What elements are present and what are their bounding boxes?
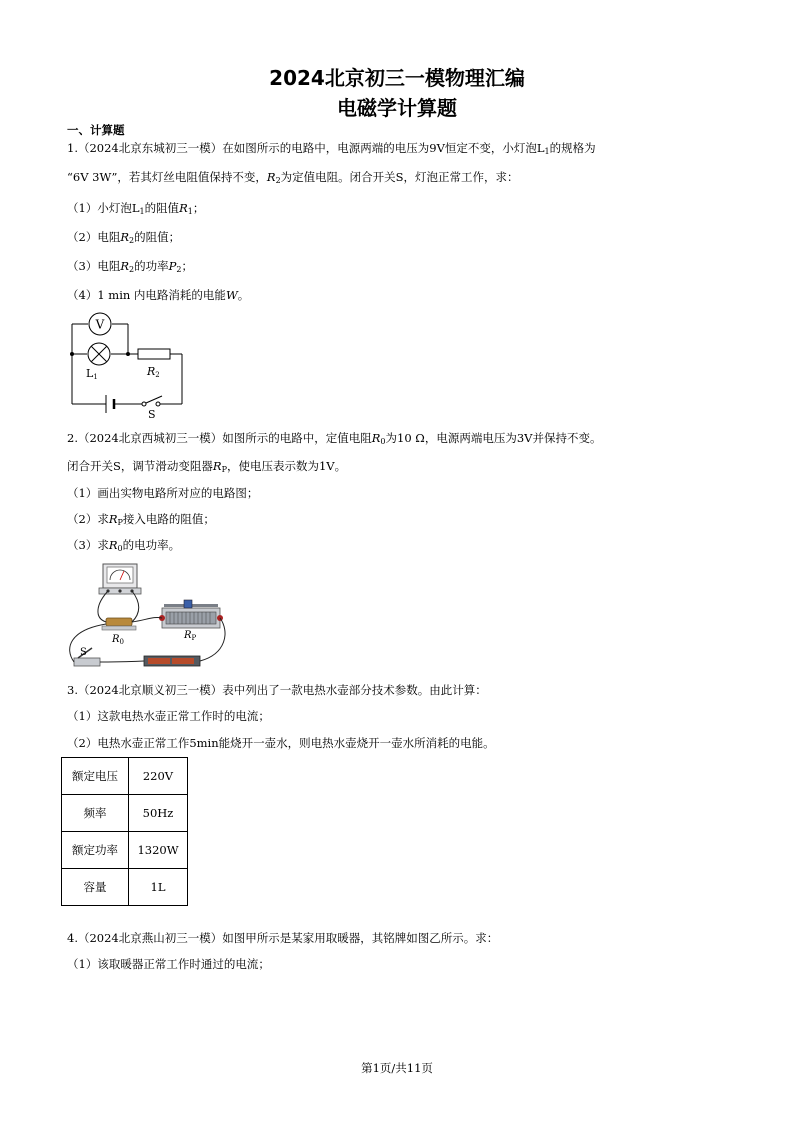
q2-physical-circuit-figure (66, 558, 232, 672)
q1-part3 (67, 258, 193, 278)
q4-number: 4. (67, 931, 78, 945)
voltmeter-label: V (95, 317, 105, 332)
q2-p3-a: （3）求 (67, 538, 109, 552)
q1-p3-c: ； (181, 259, 193, 273)
q2-p3-r: R (108, 538, 118, 552)
q2-r0-sub: 0 (380, 437, 386, 446)
spec-value: 50Hz (129, 795, 188, 832)
junction-dot-right (126, 352, 130, 356)
q2-line2-a: 闭合开关S，调节滑动变阻器 (67, 459, 213, 473)
q1-p4-w: W (225, 288, 238, 302)
q2-part2 (67, 511, 215, 531)
rheostat-icon (159, 600, 223, 628)
q1-p1-b: 的阻值 (144, 201, 180, 215)
fixed-resistor-icon (102, 618, 136, 630)
q1-p1-c: ； (192, 201, 205, 215)
spec-label: 额定电压 (62, 758, 129, 795)
q1-line2-a: “6V 3W”，若其灯丝电阻值保持不变， (67, 170, 267, 184)
q2-p2-r-sub: P (117, 518, 123, 527)
q3-line1 (67, 682, 487, 698)
q1-r2-symbol: R (266, 170, 276, 184)
q1-p3-p-sub: 2 (176, 265, 182, 274)
q1-circuit-diagram (66, 310, 190, 420)
q4-text: 如图甲所示是某家用取暖器，其铭牌如图乙所示。求： (222, 931, 499, 945)
q2-line1 (67, 430, 601, 450)
page-number: 第1页/共11页 (361, 1061, 433, 1075)
q1-p1-r: R (179, 201, 188, 215)
q4-line1 (67, 930, 498, 946)
q1-p3-b: 的功率 (134, 259, 169, 273)
lamp-label: L1 (86, 367, 98, 381)
resistor-label: R2 (147, 365, 160, 379)
q1-p1-r-sub: 1 (187, 207, 193, 216)
spec-label: 额定功率 (62, 832, 129, 869)
q1-p2-r-sub: 2 (129, 236, 135, 245)
switch-contact (156, 402, 160, 406)
q2-part3 (67, 537, 180, 557)
q1-p2-b: 的阻值； (134, 230, 181, 244)
q2-rp-sub: P (221, 465, 227, 474)
q1-p1-a: （1）小灯泡 (67, 201, 132, 215)
table-row (62, 795, 188, 832)
r0-label: $R_0$ (112, 634, 124, 646)
q1-part1 (67, 200, 204, 220)
q1-line1 (67, 140, 596, 160)
voltmeter-icon (99, 564, 141, 594)
page-subtitle: 电磁学计算题 (337, 96, 457, 120)
switch-label: S (148, 408, 156, 420)
q1-p2-a: （2）电阻 (67, 230, 121, 244)
knife-switch-icon (74, 648, 100, 666)
table-row (62, 869, 188, 906)
q2-part1: （1）画出实物电路所对应的电路图； (67, 486, 259, 500)
q1-lamp-sub: 1 (544, 147, 550, 156)
q1-lamp-symbol: L (536, 141, 545, 155)
battery-icon (106, 395, 114, 413)
section-heading: 一、计算题 (67, 123, 125, 137)
battery-box-icon (144, 656, 200, 666)
q1-r2-sub: 2 (275, 176, 281, 185)
q1-p3-p: P (168, 259, 177, 273)
q4-source: （2024北京燕山初三一模） (77, 931, 223, 945)
q3-part2: （2）电热水壶正常工作5min能烧开一壶水，则电热水壶烧开一壶水所消耗的电能。 (67, 736, 495, 750)
q1-p3-r-sub: 2 (129, 265, 135, 274)
junction-dot-left (70, 352, 74, 356)
resistor-symbol (138, 349, 170, 359)
q2-p3-r-sub: 0 (117, 544, 123, 553)
page-title: 2024北京初三一模物理汇编 (269, 66, 525, 90)
q1-source: （2024北京东城初三一模） (77, 141, 223, 155)
lamp-icon (88, 343, 110, 365)
q2-p2-a: （2）求 (67, 512, 109, 526)
q1-p3-r: R (120, 259, 129, 273)
spec-value: 1320W (129, 832, 188, 869)
kettle-spec-table (61, 757, 188, 906)
q1-p1-lamp: L (131, 201, 140, 215)
spec-value: 220V (129, 758, 188, 795)
q2-p3-b: 的电功率。 (122, 538, 181, 552)
spec-label: 频率 (62, 795, 129, 832)
q1-line2-b: 为定值电阻。闭合开关S，灯泡正常工作，求： (280, 170, 519, 184)
q2-text-b: 为10 Ω，电源两端电压为3V并保持不变。 (385, 431, 602, 445)
spec-label: 容量 (62, 869, 129, 906)
q1-p3-a: （3）电阻 (67, 259, 121, 273)
q3-part1: （1）这款电热水壶正常工作时的电流； (67, 709, 270, 723)
q1-p2-r: R (120, 230, 129, 244)
q1-p4-a: （4）1 min 内电路消耗的电能 (67, 288, 226, 302)
q1-number: 1. (67, 141, 78, 155)
rp-label: $R_P$ (184, 630, 197, 642)
q2-p2-r: R (108, 512, 118, 526)
q1-p1-lamp-sub: 1 (139, 207, 145, 216)
q3-text: 表中列出了一款电热水壶部分技术参数。由此计算： (222, 683, 487, 697)
q3-number: 3. (67, 683, 78, 697)
q1-text: 在如图所示的电路中，电源两端的电压为9V恒定不变，小灯泡 (222, 141, 537, 155)
q1-part4 (67, 287, 249, 303)
spec-value: 1L (129, 869, 188, 906)
q2-text-a: 如图所示的电路中，定值电阻 (222, 431, 372, 445)
q2-number: 2. (67, 431, 78, 445)
q2-source: （2024北京西城初三一模） (77, 431, 223, 445)
q1-line2 (67, 169, 519, 189)
q1-text-b: 的规格为 (549, 141, 596, 155)
q1-p4-b: 。 (237, 288, 250, 302)
q2-rp: R (212, 459, 222, 473)
table-row (62, 832, 188, 869)
q2-line2 (67, 458, 346, 478)
switch-label: S (80, 647, 87, 658)
q2-line2-b: ，使电压表示数为1V。 (226, 459, 347, 473)
q4-part1: （1）该取暖器正常工作时通过的电流； (67, 957, 270, 971)
q3-source: （2024北京顺义初三一模） (77, 683, 223, 697)
q2-r0: R (371, 431, 381, 445)
switch-pivot (142, 402, 146, 406)
q1-part2 (67, 229, 180, 249)
table-row (62, 758, 188, 795)
q2-p2-b: 接入电路的阻值； (122, 512, 215, 526)
